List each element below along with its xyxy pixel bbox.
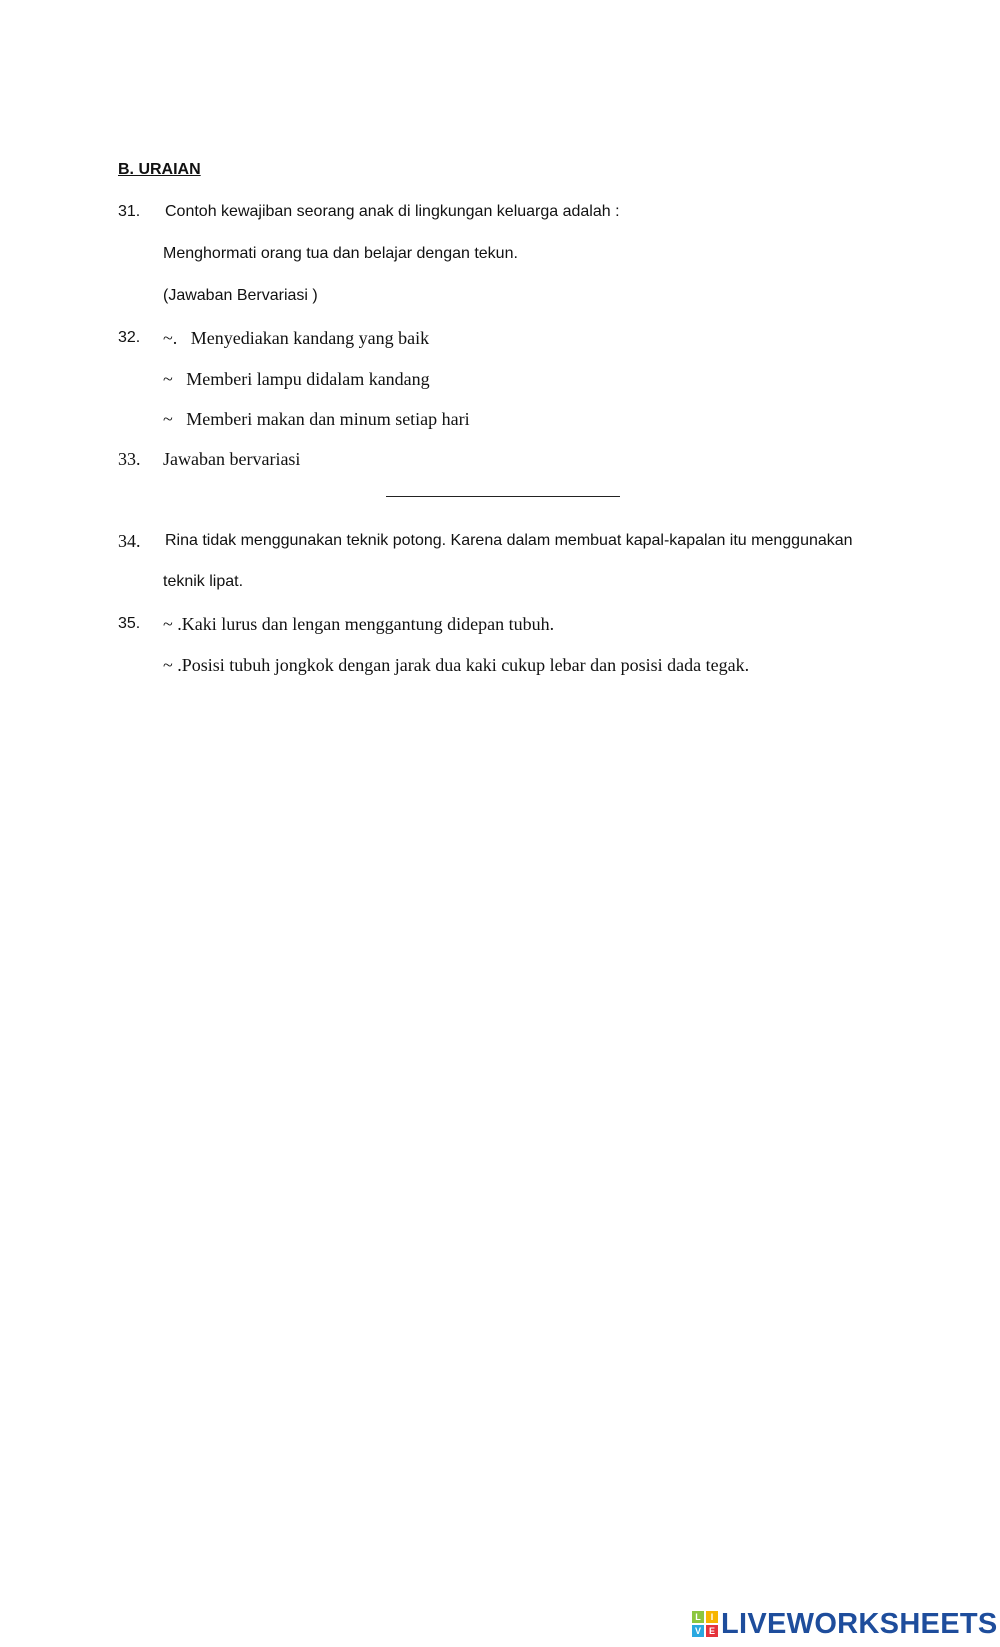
answer-33-line-1: Jawaban bervariasi (163, 449, 301, 469)
answer-31-number: 31. (118, 203, 141, 220)
answer-31-line-1: Contoh kewajiban seorang anak di lingkungan keluarga adalah : (165, 203, 620, 220)
answer-32-line-3: ~ Memberi makan dan minum setiap hari (163, 409, 470, 429)
liveworksheets-wordmark: LIVEWORKSHEETS (721, 1608, 998, 1640)
section-divider (386, 496, 620, 497)
logo-mark-letter-l: L (692, 1611, 704, 1623)
logo-mark-letter-e: E (706, 1625, 718, 1637)
answer-31-line-3: (Jawaban Bervariasi ) (163, 287, 318, 304)
answer-35-number: 35. (118, 615, 141, 632)
answer-35-line-2: ~ .Posisi tubuh jongkok dengan jarak dua kaki cukup lebar dan posisi dada tegak. (163, 655, 750, 675)
answer-32-line-1: ~. Menyediakan kandang yang baik (163, 328, 430, 348)
answer-35-line-1: ~ .Kaki lurus dan lengan menggantung didepan tubuh. (163, 614, 555, 634)
logo-mark-letter-i: I (706, 1611, 718, 1623)
answer-33-number: 33. (118, 449, 141, 469)
liveworksheets-logo (692, 1610, 998, 1638)
answer-32-line-2: ~ Memberi lampu didalam kandang (163, 369, 430, 389)
logo-mark-letter-v: V (692, 1625, 704, 1637)
answer-34-line-2: teknik lipat. (163, 573, 244, 590)
answer-34-line-1: Rina tidak menggunakan teknik potong. Karena dalam membuat kapal-kapalan itu menggunakan (165, 532, 853, 549)
liveworksheets-logo-mark (692, 1611, 718, 1637)
answer-34-number: 34. (118, 531, 141, 551)
answer-31-line-2: Menghormati orang tua dan belajar dengan tekun. (163, 245, 518, 262)
answer-32-number: 32. (118, 329, 141, 346)
section-heading: B. URAIAN (118, 161, 201, 178)
